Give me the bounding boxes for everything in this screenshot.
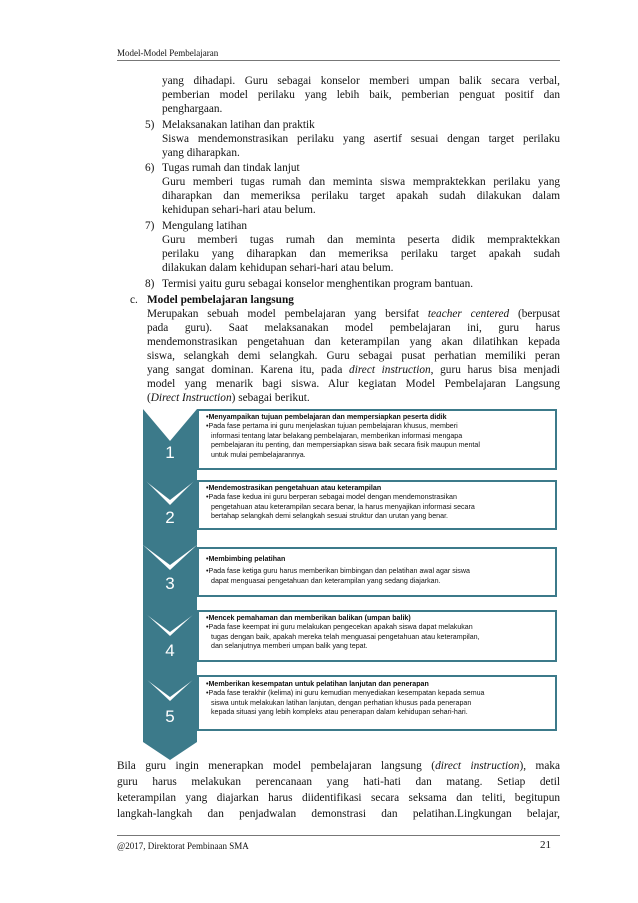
text-line: mendemonstrasikan pengetahuan dan keterampilan yang akan dilatihkan kepada bbox=[147, 336, 560, 348]
step-desc: •Pada fase pertama ini guru menjelaskan tujuan pembelajaran khusus, memberi bbox=[206, 422, 458, 431]
step-desc: •Pada fase kedua ini guru berperan sebagai model dengan mendemonstrasikan bbox=[206, 493, 457, 502]
list-item-text: Termisi yaitu guru sebagai konselor menghentikan program bantuan. bbox=[162, 278, 474, 290]
step-desc: tugas dengan baik, apakah mereka telah menguasai pengetahuan atau keterampilan, bbox=[211, 632, 480, 641]
list-number: 7) bbox=[145, 220, 155, 232]
text-line: yang dihadapi. Guru sebagai konselor memberi umpan balik secara verbal, bbox=[162, 75, 560, 87]
text-line: perilaku yang diharapkan dan memeriksa perilaku target apakah sudah bbox=[162, 248, 560, 260]
step-title: •Menyampaikan tujuan pembelajaran dan mempersiapkan peserta didik bbox=[206, 413, 447, 421]
text-line: langkah-langkah dan penjadwalan demonstrasi dan pelatihan.Lingkungan belajar, bbox=[117, 808, 560, 820]
text-line: Merupakan sebuah model pembelajaran yang bersifat teacher centered (berpusat bbox=[147, 308, 561, 320]
section-letter: c. bbox=[130, 294, 138, 306]
running-header: Model-Model Pembelajaran bbox=[117, 48, 219, 58]
list-item-title: Melaksanakan latihan dan praktik bbox=[162, 119, 315, 131]
text-line: Bila guru ingin menerapkan model pembelajaran langsung (direct instruction), maka bbox=[117, 760, 560, 772]
text-line: guru harus melakukan perencanaan yang hati-hati dan matang. Setiap detil bbox=[117, 776, 560, 788]
step-desc: •Pada fase ketiga guru harus memberikan bimbingan dan pelatihan awal agar siswa bbox=[206, 567, 470, 576]
list-item-title: Tugas rumah dan tindak lanjut bbox=[162, 162, 300, 174]
step-title: •Membimbing pelatihan bbox=[206, 555, 286, 563]
text-line: pada guru). Saat melaksanakan model pembelajaran ini, guru harus bbox=[147, 322, 560, 334]
step-number: 1 bbox=[165, 443, 175, 462]
step-desc: bertahap selangkah demi selangkah sesuai struktur dan urutan yang benar. bbox=[211, 512, 449, 521]
text-line: model yang menarik bagi siswa. Alur kegiatan Model Pembelajaran Langsung bbox=[147, 378, 560, 390]
text-line: yang diharapkan. bbox=[162, 147, 240, 159]
step-desc: dapat menguasai pengetahuan dan keterampilan yang sedang diajarkan. bbox=[211, 576, 441, 585]
step-desc: pembelajaran itu penting, dan mempersiapkan siswa baik secara fisik maupun mental bbox=[211, 441, 480, 450]
text-line: Siswa mendemonstrasikan perilaku yang asertif sesuai dengan target perilaku bbox=[162, 133, 560, 145]
step-box-2 bbox=[197, 480, 557, 530]
step-desc: informasi tentang latar belakang pembelajaran, memberikan informasi mengapa bbox=[211, 431, 463, 440]
step-title: •Mendemostrasikan pengetahuan atau keterampilan bbox=[206, 484, 382, 492]
text-line: siswa, selangkah demi selangkah. Guru sebagai pusat perhatian memiliki peran bbox=[147, 350, 560, 362]
step-box-5 bbox=[197, 675, 557, 731]
text-line: penghargaan. bbox=[162, 103, 223, 115]
step-box-1 bbox=[197, 409, 557, 470]
list-item-title: Mengulang latihan bbox=[162, 220, 248, 232]
step-desc: •Pada fase terakhir (kelima) ini guru kemudian menyediakan kesempatan kepada semua bbox=[206, 689, 485, 698]
step-title: •Mencek pemahaman dan memberikan balikan (umpan balik) bbox=[206, 614, 411, 622]
step-title: •Memberikan kesempatan untuk pelatihan lanjutan dan penerapan bbox=[206, 680, 429, 688]
text-line: yang sangat dominan. Karena itu, pada direct instruction, guru harus bisa menjadi bbox=[147, 364, 561, 376]
text-line: keterampilan yang diajarkan harus diidentifikasi secara seksama dan teliti, begitupun bbox=[117, 792, 560, 804]
step-desc: pengetahuan atau keterampilan secara benar, la harus menyajikan informasi secara bbox=[211, 502, 475, 511]
step-number: 3 bbox=[165, 574, 175, 593]
step-box-4 bbox=[197, 610, 557, 662]
text-line: pemberian model perilaku yang lebih baik, pemberian penguat positif dan bbox=[162, 89, 560, 101]
text-line: Guru memberi tugas rumah dan meminta peserta didik mempraktekkan bbox=[162, 234, 560, 246]
text-line: Guru memberi tugas rumah dan meminta siswa mempraktekkan perilaku yang bbox=[162, 176, 560, 188]
page-number: 21 bbox=[540, 839, 551, 851]
text-line: (Direct Instruction) sebagai berikut. bbox=[147, 392, 310, 404]
step-number: 2 bbox=[165, 508, 175, 527]
step-desc: siswa untuk melakukan latihan lanjutan, dengan perhatian khusus pada penerapan bbox=[211, 698, 472, 707]
text-line: kehidupan sehari-hari atau belum. bbox=[162, 204, 316, 216]
text-line: dilakukan dalam kehidupan sehari-hari atau belum. bbox=[162, 262, 394, 274]
step-desc: dan selanjutnya memberi umpan balik yang tepat. bbox=[211, 642, 368, 651]
step-box-3 bbox=[197, 547, 557, 597]
section-title: Model pembelajaran langsung bbox=[147, 294, 294, 306]
list-number: 6) bbox=[145, 162, 155, 174]
step-desc: •Pada fase keempat ini guru melakukan pengecekan apakah siswa dapat melakukan bbox=[206, 623, 473, 632]
list-number: 8) bbox=[145, 278, 155, 290]
list-number: 5) bbox=[145, 119, 155, 131]
step-number: 5 bbox=[165, 707, 175, 726]
step-number: 4 bbox=[165, 641, 175, 660]
text-line: diharapkan dan memeriksa perilaku target apakah sudah dilakukan dalam bbox=[162, 190, 560, 202]
footer-copyright: @2017, Direktorat Pembinaan SMA bbox=[117, 841, 249, 851]
step-desc: untuk mulai pembelajarannya. bbox=[211, 450, 306, 459]
footer-rule bbox=[117, 835, 560, 836]
step-desc: kepada situasi yang lebih kompleks atau penerapan dalam kehidupan sehari-hari. bbox=[211, 708, 468, 717]
